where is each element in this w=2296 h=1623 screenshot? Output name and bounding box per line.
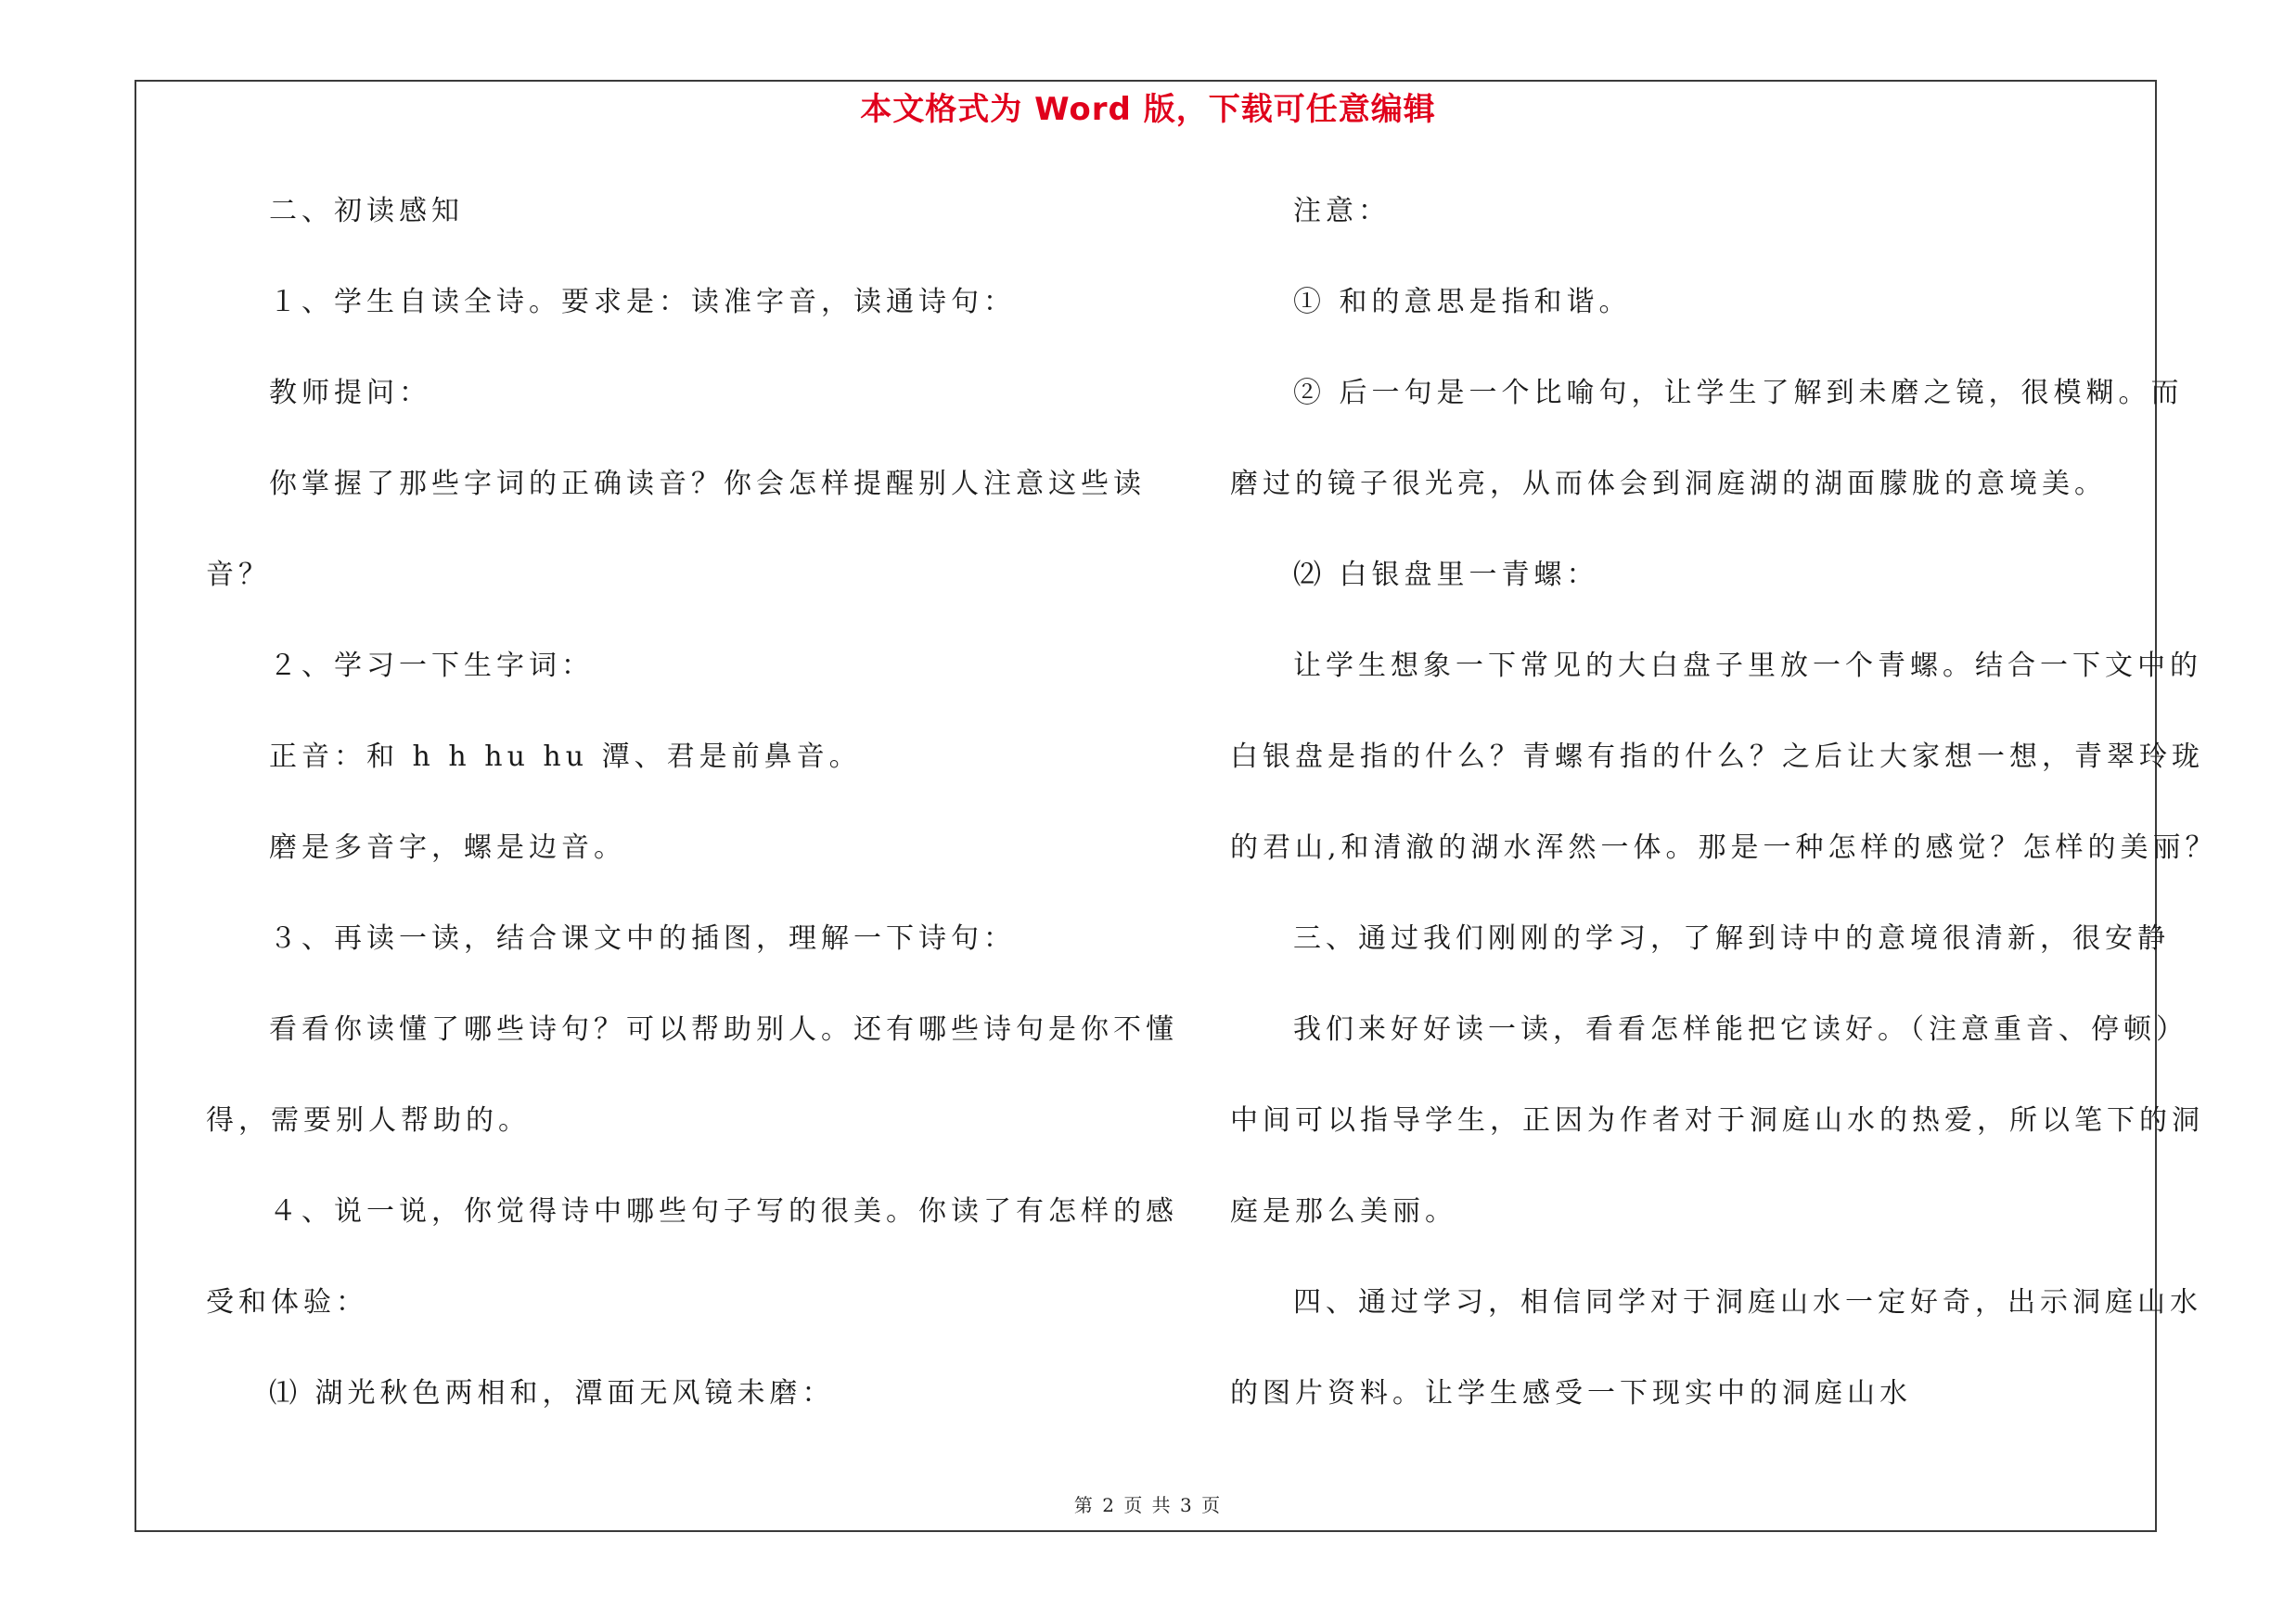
paragraph-line: ４、说一说，你觉得诗中哪些句子写的很美。你读了有怎样的感 [269,1195,1178,1228]
paragraph-line: 磨过的镜子很光亮，从而体会到洞庭湖的湖面朦胧的意境美。 [1230,468,2107,500]
paragraph-line: ① 和的意思是指和谐。 [1293,286,1632,318]
paragraph-line: 音？ [206,559,271,591]
paragraph-line: 的君山,和清澈的湖水浑然一体。那是一种怎样的感觉？怎样的美丽？ [1230,831,2218,864]
paragraph-line: １、学生自读全诗。要求是：读准字音，读通诗句： [269,286,1016,318]
paragraph-line: 你掌握了那些字词的正确读音？你会怎样提醒别人注意这些读 [269,468,1146,500]
paragraph-line: 四、通过学习，相信同学对于洞庭山水一定好奇，出示洞庭山水 [1293,1286,2202,1319]
header-banner: 本文格式为 Word 版，下载可任意编辑 [860,91,1436,128]
page-number-footer: 第 2 页 共 3 页 [1073,1494,1223,1516]
paragraph-line: 中间可以指导学生，正因为作者对于洞庭山水的热爱，所以笔下的洞 [1230,1104,2204,1137]
paragraph-line: 庭是那么美丽。 [1230,1195,1457,1228]
paragraph-line: 得，需要别人帮助的。 [206,1104,531,1137]
paragraph-line: 三、通过我们刚刚的学习，了解到诗中的意境很清新，很安静 [1293,922,2170,955]
paragraph-line: 教师提问： [269,377,431,409]
paragraph-line: 看看你读懂了哪些诗句？可以帮助别人。还有哪些诗句是你不懂 [269,1013,1178,1046]
paragraph-line: 磨是多音字，螺是边音。 [269,831,626,864]
paragraph-line: 二、初读感知 [269,195,464,227]
paragraph-line: 白银盘是指的什么？青螺有指的什么？之后让大家想一想，青翠玲珑 [1230,741,2204,773]
paragraph-line: 我们来好好读一读，看看怎样能把它读好。（注意重音、停顿） [1293,1013,2188,1046]
paragraph-line: ２、学习一下生字词： [269,650,594,682]
paragraph-line: 受和体验： [206,1286,368,1319]
paragraph-line: 正音：和 h h hu hu 潭、君是前鼻音。 [269,741,862,773]
paragraph-line: 让学生想象一下常见的大白盘子里放一个青螺。结合一下文中的 [1293,650,2202,682]
paragraph-line: 的图片资料。让学生感受一下现实中的洞庭山水 [1230,1377,1912,1410]
paragraph-line: 注意： [1293,195,1391,227]
paragraph-line: ② 后一句是一个比喻句，让学生了解到未磨之镜，很模糊。而 [1293,377,2184,409]
paragraph-line: ⑵ 白银盘里一青螺： [1293,559,1599,591]
paragraph-line: ３、再读一读，结合课文中的插图，理解一下诗句： [269,922,1016,955]
paragraph-line: ⑴ 湖光秋色两相和，潭面无风镜未磨： [269,1377,835,1410]
